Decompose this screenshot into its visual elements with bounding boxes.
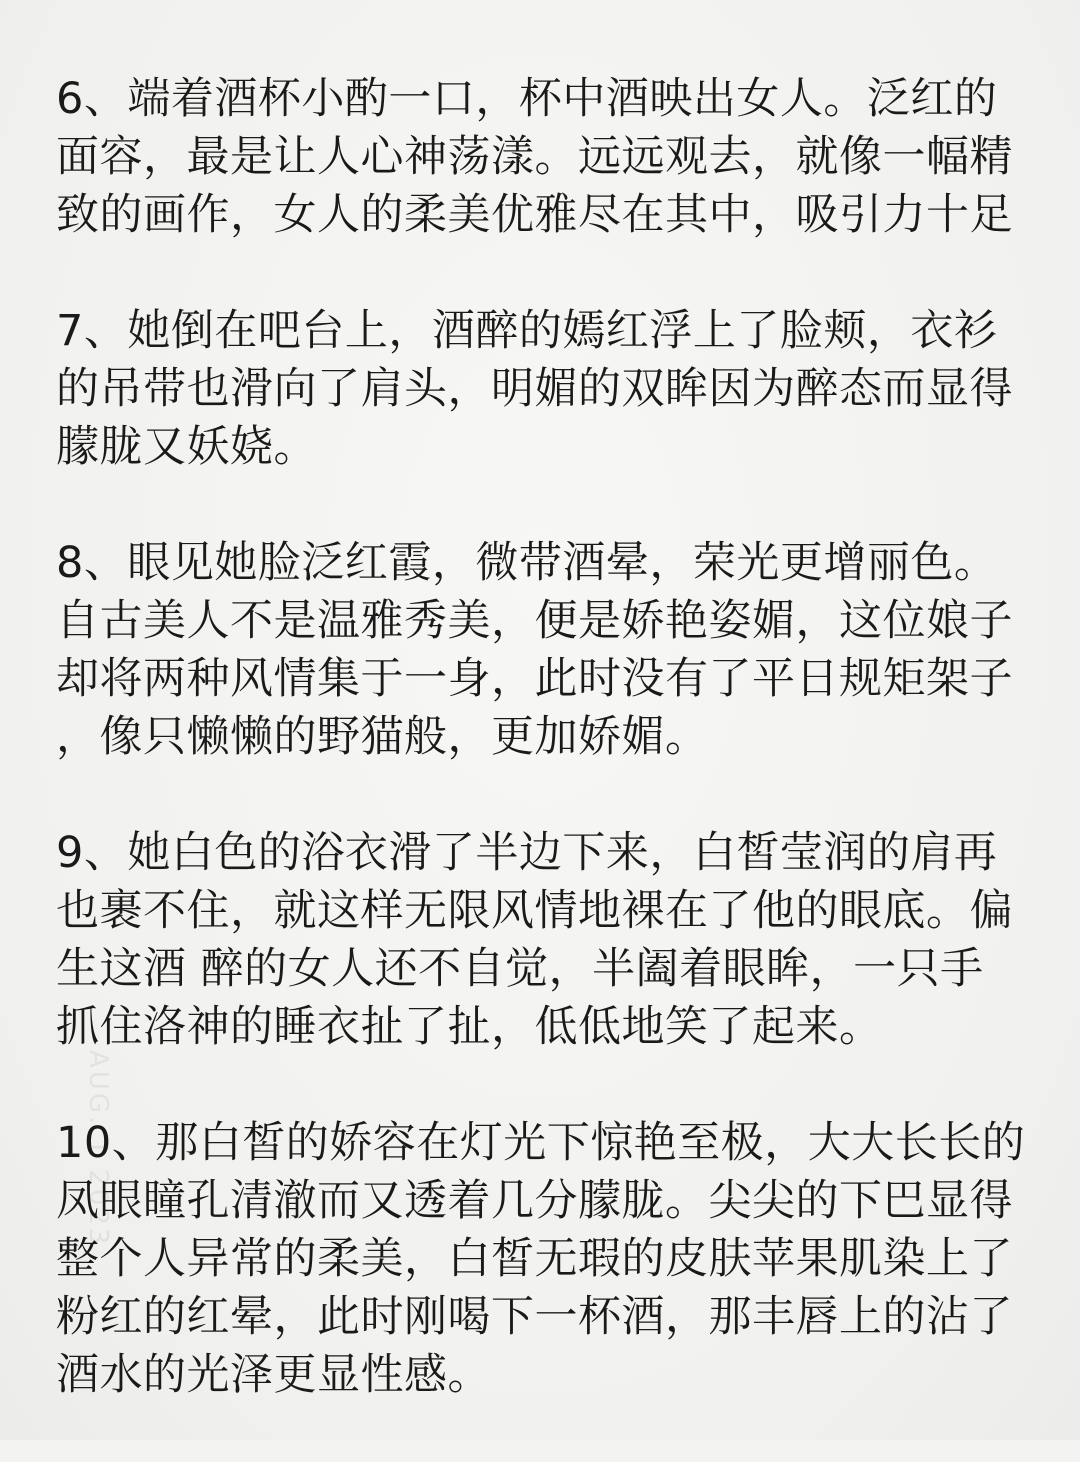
text-line: 面容，最是让人心神荡漾。远远观去，就像一幅精 — [56, 132, 1013, 182]
text-line: 却将两种风情集于一身，此时没有了平日规矩架子 — [56, 654, 1013, 704]
text-line: 致的画作，女人的柔美优雅尽在其中，吸引力十足 — [56, 190, 1013, 240]
watermark: AUG. 1 2023 — [83, 1050, 113, 1248]
text-line: 也裹不住，就这样无限风情地裸在了他的眼底。偏 — [56, 886, 1013, 936]
paragraph-8 — [56, 534, 1026, 766]
text-line: 整个人异常的柔美，白皙无瑕的皮肤苹果肌染上了 — [56, 1234, 1013, 1284]
text-content — [56, 70, 1026, 1462]
text-line: 朦胧又妖娆。 — [56, 422, 317, 472]
text-line: 生这酒 醉的女人还不自觉，半阖着眼眸，一只手 — [56, 944, 984, 994]
text-line: 的吊带也滑向了肩头，明媚的双眸因为醉态而显得 — [56, 364, 1013, 414]
text-line: 10、那白皙的娇容在灯光下惊艳至极，大大长长的 — [56, 1118, 1026, 1168]
paragraph-7 — [56, 302, 1026, 476]
text-line: 7、她倒在吧台上，酒醉的嫣红浮上了脸颊，衣衫 — [56, 306, 998, 356]
paragraph-6 — [56, 70, 1026, 244]
text-line: 自古美人不是温雅秀美，便是娇艳姿媚，这位娘子 — [56, 596, 1013, 646]
text-line: 抓住洛神的睡衣扯了扯，低低地笑了起来。 — [56, 1002, 883, 1052]
text-line: 8、眼见她脸泛红霞，微带酒晕，荣光更增丽色。 — [56, 538, 998, 588]
paragraph-9 — [56, 824, 1026, 1056]
text-line: 粉红的红晕，此时刚喝下一杯酒，那丰唇上的沾了 — [56, 1292, 1013, 1342]
text-line: 酒水的光泽更显性感。 — [56, 1350, 491, 1400]
text-line: 凤眼瞳孔清澈而又透着几分朦胧。尖尖的下巴显得 — [56, 1176, 1013, 1226]
text-line: 6、端着酒杯小酌一口，杯中酒映出女人。泛红的 — [56, 74, 998, 124]
text-line: ，像只懒懒的野猫般，更加娇媚。 — [56, 712, 709, 762]
text-line: 9、她白色的浴衣滑了半边下来，白皙莹润的肩再 — [56, 828, 998, 878]
paragraph-10 — [56, 1114, 1026, 1404]
